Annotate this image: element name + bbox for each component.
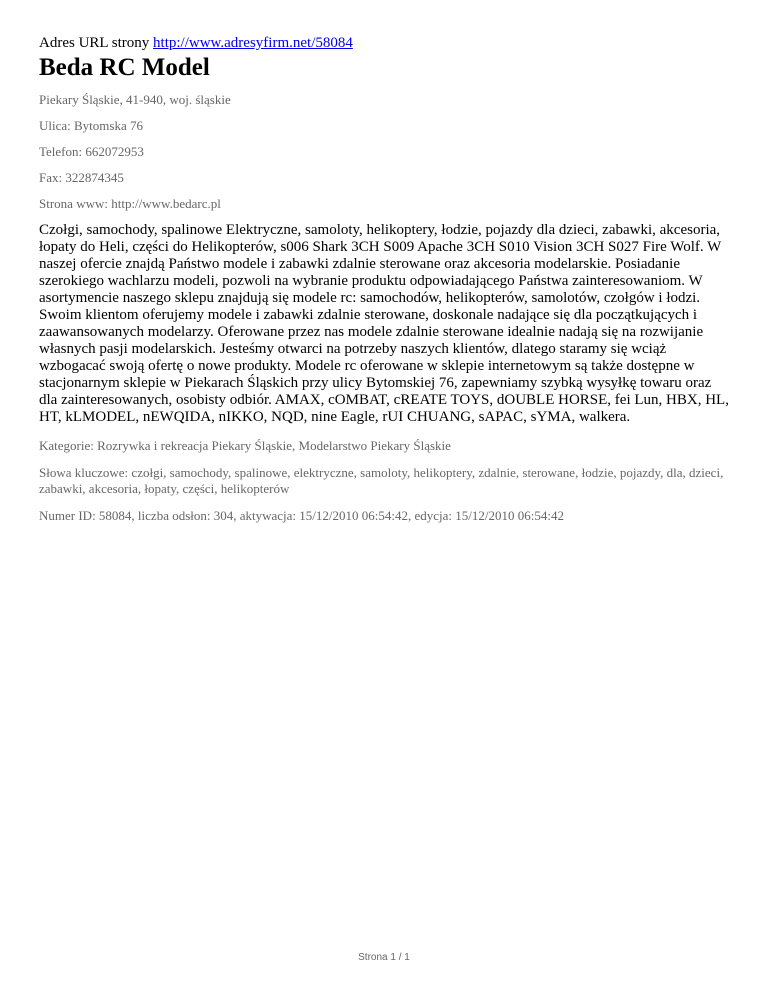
document-page: [39, 34, 729, 534]
company-location: Piekary Śląskie, 41-940, woj. śląskie: [39, 92, 231, 107]
company-fax: Fax: 322874345: [39, 170, 124, 185]
url-prefix: Adres URL strony: [39, 35, 150, 51]
url-line: [39, 34, 729, 52]
company-phone: Telefon: 662072953: [39, 144, 144, 159]
page-number: Strona 1 / 1: [358, 952, 410, 963]
company-categories: Kategorie: Rozrywka i rekreacja Piekary Śląskie, Modelarstwo Piekary Śląskie: [39, 438, 451, 453]
company-url-link[interactable]: http://www.adresyfirm.net/58084: [153, 35, 353, 51]
company-keywords: Słowa kluczowe: czołgi, samochody, spalinowe, elektryczne, samoloty, helikoptery, zdalnie, sterowane, łodzie, pojazdy, dla, dzieci, zabawki, akcesoria, łopaty, części, helikopterów: [39, 465, 724, 496]
company-website: Strona www: http://www.bedarc.pl: [39, 196, 221, 211]
record-info: Numer ID: 58084, liczba odsłon: 304, aktywacja: 15/12/2010 06:54:42, edycja: 15/12/2010 06:54:42: [39, 508, 564, 523]
company-description: Czołgi, samochody, spalinowe Elektryczne, samoloty, helikoptery, łodzie, pojazdy dla dzieci, zabawki, akcesoria, łopaty do Heli, części do Helikopterów, s006 Shark 3CH S009 Apache 3CH S010 Vision 3CH S027 Fire Wolf. W naszej ofercie znajdą Państwo modele i zabawki zdalnie sterowane oraz akcesoria modelarskie. Posiadanie szerokiego wachlarzu modeli, pozwoli na wybranie produktu odpowiadającego Państwa zainteresowaniom. W asortymencie naszego sklepu znajdują się modele rc: samochodów, helikopterów, samolotów, czołgów i łodzi. Swoim klientom oferujemy modele i zabawki zdalnie sterowane, doskonale nadające się dla początkujących i zaawansowanych modelarzy. Oferowane przez nas modele zdalnie sterowane idealnie nadają się na rozwijanie własnych pasji modelarskich. Jesteśmy otwarci na potrzeby naszych klientów, dlatego staramy się wciąż wzbogacać swoją ofertę o nowe produkty. Modele rc oferowane w sklepie internetowym są także dostępne w stacjonarnym sklepie w Piekarach Śląskich przy ulicy Bytomskiej 76, zapewniamy szybką wysyłkę towaru oraz dla zainteresowanych, osobisty odbiór. AMAX, cOMBAT, cREATE TOYS, dOUBLE HORSE, fei Lun, HBX, HL, HT, kLMODEL, nEWQIDA, nIKKO, NQD, nine Eagle, rUI CHUANG, sAPAC, sYMA, walkera.: [39, 222, 729, 425]
company-name: Beda RC Model: [39, 54, 210, 81]
company-street: Ulica: Bytomska 76: [39, 118, 143, 133]
